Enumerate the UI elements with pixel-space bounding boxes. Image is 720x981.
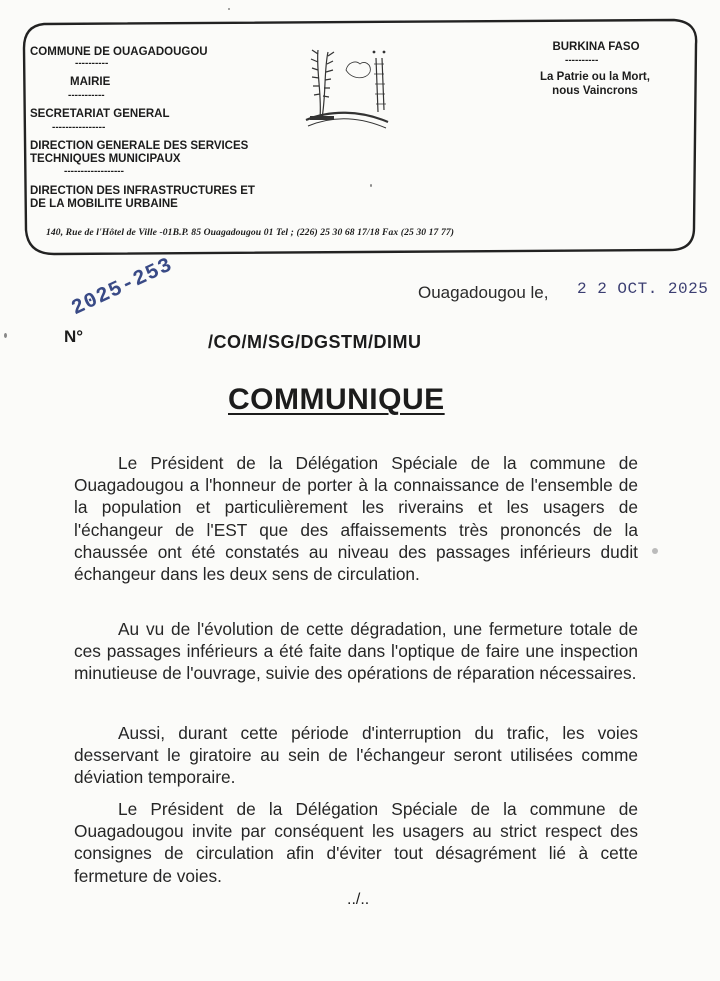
separator: ------------------ [64,166,124,177]
scan-speck [4,333,7,338]
country-heading: BURKINA FASO [552,41,640,53]
scan-speck [652,548,658,554]
continuation-mark: ../.. [347,891,370,908]
address-line: 140, Rue de l'Hôtel de Ville -01B.P. 85 Ouagadougou 01 Tel ; (226) 25 30 68 17/18 Fax (25 30 17 77) [46,227,455,238]
paragraph-text: Le Président de la Délégation Spéciale de la commune de Ouagadougou invite par conséquent les usagers au strict respect des consignes de circulation afin d'éviter tout désagrément lié à cette fermeture de voies. [74,799,638,886]
paragraph [74,452,638,585]
secretariat-heading: SECRETARIAT GENERAL [30,108,170,120]
city-emblem-icon [300,40,392,130]
separator: ---------------- [52,122,106,133]
separator: ----------- [68,90,105,101]
paragraph-text: Le Président de la Délégation Spéciale de la commune de Ouagadougou a l'honneur de porter à la connaissance de l'ensemble de la population et particulièrement les riverains et les usagers de l'échangeur de l'EST que des affaissements très prononcés de la chaussée ont été constatés au niveau des passages inférieurs dudit échangeur dans les deux sens de circulation. [74,453,638,585]
dimu-heading-line2: DE LA MOBILITE URBAINE [30,198,178,210]
reference-number-stamp: 2025-253 [68,254,177,321]
scan-speck [228,8,230,10]
paragraph [74,722,638,789]
number-label: N° [64,327,84,346]
separator: ---------- [75,58,109,69]
commune-heading: COMMUNE DE OUAGADOUGOU [30,46,208,58]
separator: ---------- [565,55,599,66]
reference-code: /CO/M/SG/DGSTM/DIMU [208,332,422,352]
dgstm-heading-line2: TECHNIQUES MUNICIPAUX [30,153,181,165]
page-title: COMMUNIQUE [228,383,445,416]
motto-line2: nous Vaincrons [552,85,638,97]
scan-speck [370,184,372,187]
paragraph [74,798,638,887]
mairie-heading: MAIRIE [70,76,111,88]
paragraph-text: Aussi, durant cette période d'interruption du trafic, les voies desservant le giratoire au sein de l'échangeur seront utilisées comme déviation temporaire. [74,723,638,788]
date-stamp: 2 2 OCT. 2025 [577,280,709,298]
dimu-heading-line1: DIRECTION DES INFRASTRUCTURES ET [30,185,255,197]
paragraph-text: Au vu de l'évolution de cette dégradation, une fermeture totale de ces passages inférieurs a été faite dans l'optique de faire une inspection minutieuse de l'ouvrage, suivie des opérations de réparation nécessaires. [74,619,638,684]
paragraph [74,618,638,685]
motto-line1: La Patrie ou la Mort, [540,71,650,83]
place-label: Ouagadougou le, [418,283,549,302]
dgstm-heading-line1: DIRECTION GENERALE DES SERVICES [30,140,249,152]
